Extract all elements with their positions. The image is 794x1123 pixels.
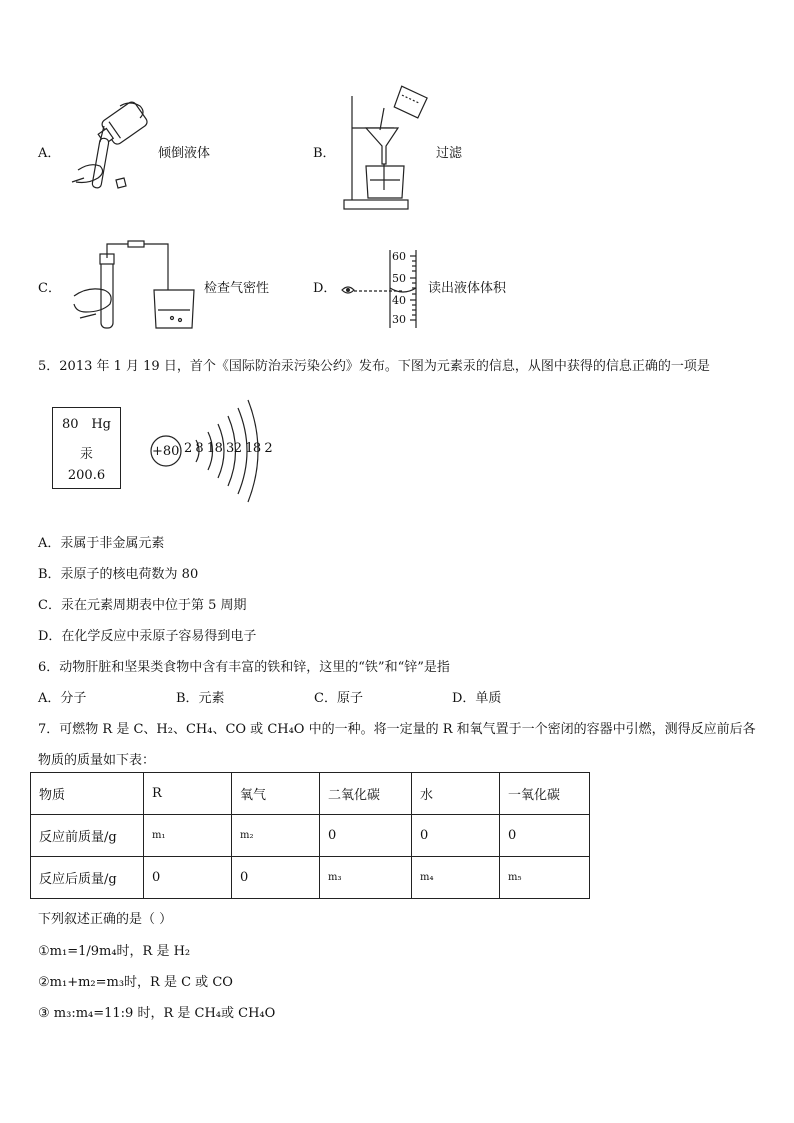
table-cell: m₄ <box>412 857 500 899</box>
table-cell: 0 <box>320 815 412 857</box>
table-cell: 物质 <box>31 773 144 815</box>
q6-option-d: D．单质 <box>452 691 502 706</box>
q5-option-d: D．在化学反应中汞原子容易得到电子 <box>38 629 257 644</box>
q7-statement-3: ③ m₃:m₄=11:9 时，R 是 CH₄或 CH₄O <box>38 1006 276 1021</box>
atomic-number: 80 <box>62 417 79 432</box>
q7-stem-line2: 物质的质量如下表： <box>38 753 156 768</box>
option-c-caption: 检查气密性 <box>204 281 270 296</box>
scale-label-60: 60 <box>392 250 406 263</box>
table-row <box>31 815 590 857</box>
option-d-letter: D． <box>313 281 337 296</box>
option-c-letter: C． <box>38 281 61 296</box>
reading-volume-illustration <box>336 248 428 332</box>
airtightness-check-illustration <box>70 240 210 335</box>
table-cell: m₂ <box>232 815 320 857</box>
option-d-caption: 读出液体体积 <box>428 281 507 296</box>
option-b-caption: 过滤 <box>436 146 463 161</box>
element-symbol: Hg <box>91 417 111 432</box>
atomic-mass: 200.6 <box>67 468 106 483</box>
scale-label-30: 30 <box>392 313 406 326</box>
table-cell: m₁ <box>144 815 232 857</box>
q5-option-c: C．汞在元素周期表中位于第 5 周期 <box>38 598 247 613</box>
q7-stem-line1: 7．可燃物 R 是 C、H₂、CH₄、CO 或 CH₄O 中的一种。将一定量的 R 和氧气置于一个密闭的容器中引燃，测得反应前后各 <box>38 722 756 737</box>
table-cell: 0 <box>232 857 320 899</box>
option-a-caption: 倾倒液体 <box>158 146 211 161</box>
q6-option-c: C．原子 <box>314 691 363 706</box>
q5-option-b: B．汞原子的核电荷数为 80 <box>38 567 199 582</box>
option-a-letter: A． <box>38 146 61 161</box>
table-cell: 反应前质量/g <box>31 815 144 857</box>
q5-option-a: A．汞属于非金属元素 <box>38 536 165 551</box>
table-cell: 一氧化碳 <box>500 773 590 815</box>
table-cell: 反应后质量/g <box>31 857 144 899</box>
table-cell: 水 <box>412 773 500 815</box>
table-cell: R <box>144 773 232 815</box>
q7-prompt: 下列叙述正确的是（ ） <box>38 912 173 927</box>
table-cell: 二氧化碳 <box>320 773 412 815</box>
table-cell: 0 <box>412 815 500 857</box>
q6-option-a: A．分子 <box>38 691 87 706</box>
table-cell: m₃ <box>320 857 412 899</box>
scale-label-40: 40 <box>392 294 406 307</box>
scale-label-50: 50 <box>392 272 406 285</box>
table-row <box>31 857 590 899</box>
nucleus-charge: +80 <box>152 444 180 459</box>
q5-stem: 5．2013 年 1 月 19 日，首个《国际防治汞污染公约》发布。下图为元素汞的信息，从图中获得的信息正确的一项是 <box>38 359 710 374</box>
table-cell: 0 <box>144 857 232 899</box>
table-cell: 0 <box>500 815 590 857</box>
mass-table <box>30 772 590 899</box>
electron-shells: 2 8 18 32 18 2 <box>184 441 273 456</box>
table-cell: 氧气 <box>232 773 320 815</box>
q7-statement-1: ①m₁=1/9m₄时，R 是 H₂ <box>38 944 191 959</box>
q6-option-b: B．元素 <box>176 691 225 706</box>
table-cell: m₅ <box>500 857 590 899</box>
element-card-mercury <box>52 407 121 489</box>
element-name: 汞 <box>79 447 93 462</box>
q7-statement-2: ②m₁+m₂=m₃时，R 是 C 或 CO <box>38 975 233 990</box>
pouring-liquid-illustration <box>68 98 158 198</box>
filtration-illustration <box>340 86 430 212</box>
option-b-letter: B． <box>313 146 336 161</box>
q6-stem: 6．动物肝脏和坚果类食物中含有丰富的铁和锌，这里的“铁”和“锌”是指 <box>38 660 450 675</box>
table-header-row <box>31 773 590 815</box>
